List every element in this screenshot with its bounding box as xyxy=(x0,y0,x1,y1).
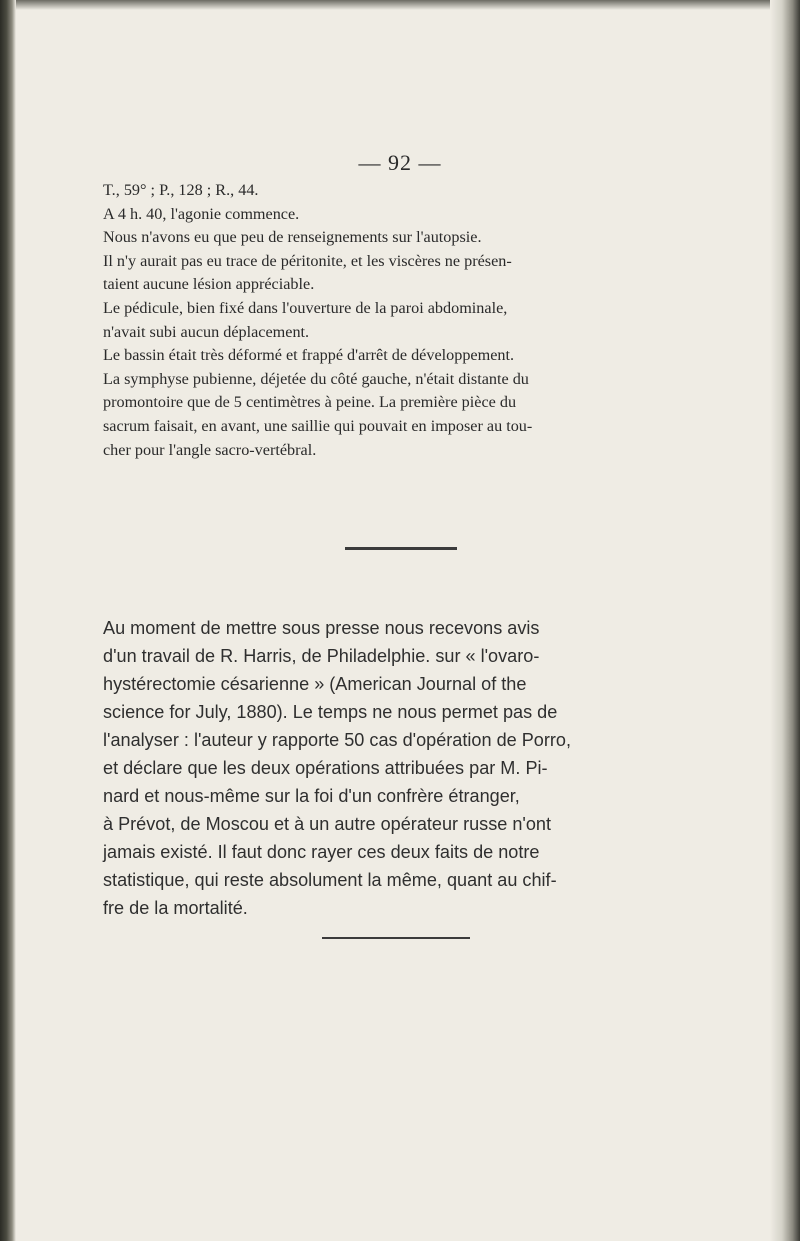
text-line: nard et nous-même sur la foi d'un confrère étranger, xyxy=(103,786,520,806)
text-line: cher pour l'angle sacro-vertébral. xyxy=(103,440,317,459)
section-divider-rule xyxy=(345,547,457,550)
text-line: science for July, 1880). Le temps ne nous permet pas de xyxy=(103,702,558,722)
case-notes-block xyxy=(103,179,763,462)
text-line: promontoire que de 5 centimètres à peine. La première pièce du xyxy=(103,393,517,412)
page-number: — 92 — xyxy=(358,150,442,175)
text-line: A 4 h. 40, l'agonie commence. xyxy=(103,204,300,223)
text-line: statistique, qui reste absolument la même, quant au chif- xyxy=(103,870,557,890)
text-line: jamais existé. Il faut donc rayer ces deux faits de notre xyxy=(103,842,540,862)
text-line: Le bassin était très déformé et frappé d'arrêt de développement. xyxy=(103,346,515,365)
text-line: T., 59° ; P., 128 ; R., 44. xyxy=(103,181,259,199)
text-line: fre de la mortalité. xyxy=(103,898,248,918)
text-line: d'un travail de R. Harris, de Philadelphie. sur « l'ovaro- xyxy=(103,646,540,666)
page-top-edge-shadow xyxy=(0,0,800,10)
text-line: Au moment de mettre sous presse nous recevons avis xyxy=(103,618,540,638)
page-right-edge-shadow xyxy=(770,0,800,1241)
text-line: l'analyser : l'auteur y rapporte 50 cas d'opération de Porro, xyxy=(103,730,571,750)
page-left-edge-shadow xyxy=(0,0,16,1241)
text-line: Nous n'avons eu que peu de renseignements sur l'autopsie. xyxy=(103,228,482,247)
text-line: Le pédicule, bien fixé dans l'ouverture de la paroi abdominale, xyxy=(103,298,508,317)
text-line: à Prévot, de Moscou et à un autre opérateur russe n'ont xyxy=(103,814,552,834)
text-line: taient aucune lésion appréciable. xyxy=(103,275,315,294)
text-line: hystérectomie césarienne » (American Journal of the xyxy=(103,674,527,694)
erratum-note-block xyxy=(103,614,767,922)
text-line: Il n'y aurait pas eu trace de péritonite, et les viscères ne présen- xyxy=(103,251,512,270)
text-line: La symphyse pubienne, déjetée du côté gauche, n'était distante du xyxy=(103,369,529,388)
text-line: et déclare que les deux opérations attribuées par M. Pi- xyxy=(103,758,548,778)
text-line: n'avait subi aucun déplacement. xyxy=(103,322,310,341)
text-line: sacrum faisait, en avant, une saillie qui pouvait en imposer au tou- xyxy=(103,416,533,435)
closing-divider-rule xyxy=(322,937,470,939)
